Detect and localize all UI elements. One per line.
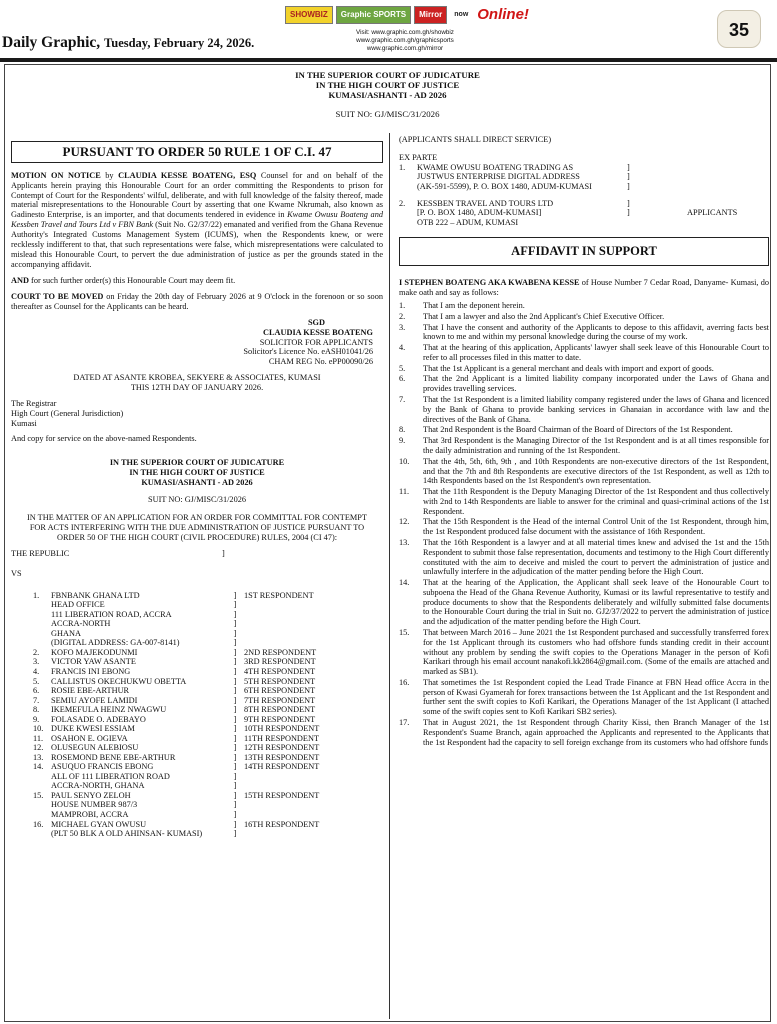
right-column xyxy=(399,135,769,1019)
dated-line-2: THIS 12TH DAY OF JANUARY 2026. xyxy=(130,382,264,392)
applicant-1: 1. KWAME OWUSU BOATENG TRADING AS ] JUSTWUS ENTERPRISE DIGITAL ADDRESS ] (AK-591-5599), P. O. BOX 1480, ADUM-KUMASI ] xyxy=(399,162,630,191)
affidavit-item: 9. That 3rd Respondent is the Managing Director of the 1st Respondent and is at all times responsible for the daily administration and running of the 1st Respondent. xyxy=(399,436,769,455)
respondent-row: 111 LIBERATION ROAD, ACCRA ] xyxy=(51,609,237,619)
respondent-row: 2. KOFO MAJEKODUNMI ] 2ND RESPONDENT xyxy=(33,647,317,657)
respondent-row: MAMPROBI, ACCRA ] xyxy=(51,809,237,819)
affidavit-item: 4. That at the hearing of this application, Applicants' lawyer shall seek leave of this Honourable Court to refer to all processes filed in this matter to date. xyxy=(399,343,769,362)
url-showbiz: Visit: www.graphic.com.gh/showbiz xyxy=(356,29,454,36)
affidavit-item: 1. That I am the deponent herein. xyxy=(399,301,525,310)
affidavit-item: 14. That at the hearing of the Application, the Applicant shall seek leave of the Honourable Court to subpoena the Head of the Ghana Revenue Authority, Kumasi or its lawful representative to testify and produce documents to show that the Respondents deliberately and wilfully submitted false documents to the Honourable Court during the trial in Suit no. GJ2/37/2022 to pervert the administration of justice and the adjudication of the matter pending before the High Court. xyxy=(399,578,769,627)
respondent-row: GHANA ] xyxy=(51,628,237,638)
affidavit-title: AFFIDAVIT IN SUPPORT xyxy=(399,237,769,266)
masthead xyxy=(0,0,777,58)
vs-label: VS xyxy=(11,568,22,578)
respondent-row: 13. ROSEMOND BENE EBE-ARTHUR ] 13TH RESPONDENT xyxy=(33,752,320,762)
court-heading-2: IN THE SUPERIOR COURT OF JUDICATURE IN THE HIGH COURT OF JUSTICE KUMASI/ASHANTI - AD 2026 xyxy=(109,457,285,487)
court-line-1: IN THE SUPERIOR COURT OF JUDICATURE xyxy=(295,70,480,80)
court-line-2: IN THE HIGH COURT OF JUSTICE xyxy=(315,80,460,91)
matter-heading: IN THE MATTER OF AN APPLICATION FOR AN ORDER FOR COMMITTAL FOR CONTEMPT FOR ACTS INTERFERING WITH THE DUE ADMINISTRATION OF JUSTICE PURSUANT TO ORDER 50 OF THE HIGH COURT (CIVIL PROCEDURE) RULES, 2004 (CI 47): xyxy=(26,513,367,543)
motion-paragraph: MOTION ON NOTICE by CLAUDIA KESSE BOATENG, ESQ Counsel for and on behalf of the Applicants herein praying this Honourable Court for an order committing the Respondents to prison for Contempt of Court for the Respondents' wilful, deliberate, and with full knowledge of the falsity thereof, made material misrepresentations to the Honourable Court by asserting that one Kwame Nkrumah, also known as Gadinesto Enterprise, is an importer, and that documents tendered in evidence in Kwame Owusu Boateng and Kessben Travel and Tours Ltd v FBN Bank (Suit No. G2/37/22) emanated and verified from the Ghana Revenue Authority's Integrated Customs Management System (ICUMS), when the Respondents knew, or were recklessly indifferent to that, that such representations were false, which misrepresentations were calculated to mislead this Honourable Court, to pervert the due administration of justice as per the grounds stated in the accompanying affidavit. xyxy=(11,170,383,270)
respondent-row: HEAD OFFICE ] xyxy=(51,600,237,610)
header-rule xyxy=(0,58,777,62)
court-line-3: KUMASI/ASHANTI - AD 2026 xyxy=(328,90,447,101)
url-mirror: www.graphic.com.gh/mirror xyxy=(366,44,444,52)
court-heading xyxy=(5,65,770,127)
republic-line: THE REPUBLIC ] xyxy=(11,549,225,559)
affidavit-item: 3. That I have the consent and authority of the Applicants to depose to this affidavit, averring facts best known to me and within my personal knowledge during the course of my work. xyxy=(399,322,769,342)
suit-number-2: SUIT NO: GJ/MISC/31/2026 xyxy=(147,495,247,505)
graphic-sports-logo: Graphic SPORTS xyxy=(336,6,411,24)
url-sports: www.graphic.com.gh/graphicsports xyxy=(356,36,454,44)
affidavit-item: 17. That in August 2021, the 1st Respondent through Charity Kissi, then Branch Manager of the 1st Respondent's Suame Branch, again approached the Applicants and represented to the Applicants that the 1st Respondent had the capacity to sell foreign exchange from its customers who had offshore funds xyxy=(399,718,769,747)
applicant-2: 2. KESSBEN TRAVEL AND TOURS LTD ] [P. O. BOX 1480, ADUM-KUMASI] ] APPLICANTS OTB 222 – ADUM, KUMASI xyxy=(399,198,738,227)
respondent-row: 4. FRANCIS INI EBONG ] 4TH RESPONDENT xyxy=(33,667,316,677)
respondent-row: 6. ROSIE EBE-ARTHUR ] 6TH RESPONDENT xyxy=(33,686,316,696)
respondent-row: HOUSE NUMBER 987/3 ] xyxy=(51,800,237,810)
respondent-row: ALL OF 111 LIBERATION ROAD ] xyxy=(51,771,237,781)
signature-block: SGD CLAUDIA KESSE BOATENG SOLICITOR FOR APPLICANTS Solicitor's Licence No. eASH01041/26 CHAM REG No. ePP00090/26 xyxy=(243,317,373,367)
online-label: Online! xyxy=(477,6,529,23)
dated-line-1: DATED AT ASANTE KROBEA, SEKYERE & ASSOCIATES, KUMASI xyxy=(73,372,321,382)
respondent-row: (PLT 50 BLK A OLD AHINSAN- KUMASI) ] xyxy=(51,829,237,839)
respondents-list xyxy=(11,591,383,839)
service-direction: (APPLICANTS SHALL DIRECT SERVICE) xyxy=(399,135,552,144)
promo-banner[interactable] xyxy=(285,4,561,26)
affidavit-item: 10. That the 4th, 5th, 6th, 9th , and 10th Respondents are non-executive directors of the 1st Respondent, and that the 7th and 8th Respondents are executive directors of the 1st Respondent, as well as 12th to 14th Respondents based on the 1st Respondent's own representation. xyxy=(399,456,769,486)
applicants-label: APPLICANTS xyxy=(687,208,738,218)
ex-parte: EX PARTE xyxy=(399,152,438,162)
affidavit-item: 5. That the 1st Applicant is a general merchant and deals with import and export of goods. xyxy=(399,363,714,373)
order-title: PURSUANT TO ORDER 50 RULE 1 OF C.I. 47 xyxy=(11,141,383,163)
respondent-row: 1. FBNBANK GHANA LTD ] 1ST RESPONDENT xyxy=(33,590,314,600)
mirror-logo: Mirror xyxy=(414,6,447,24)
column-divider xyxy=(389,133,390,1019)
affidavit-item: 11. That the 11th Respondent is the Deputy Managing Director of the 1st Respondent and thus collectively with 2nd to 14th Respondents are liable to answer for the criminal and quasi-criminal actions of the 1st Respondent. xyxy=(399,487,769,516)
respondent-row: 12. OLUSEGUN ALEBIOSU ] 12TH RESPONDENT xyxy=(33,743,320,753)
page-number: 35 xyxy=(717,10,761,48)
respondent-row: (DIGITAL ADDRESS: GA-007-8141) ] xyxy=(51,638,237,648)
copy-service: And copy for service on the above-named Respondents. xyxy=(11,433,197,443)
affidavit-item: 16. That sometimes the 1st Respondent copied the Lead Trade Finance at FBN Head office Accra in the person of Kwasi Gyamerah for forex transactions between the 1st Applicant and the 1st Respondent and further sent the swift copies to Kofi Karikari, the Operations Manager of the 1st Applicant (I attached some of the swift copies sent to Kofi Karikari SB2 series). xyxy=(399,677,769,717)
respondent-row: 11. OSAHON E. OGIEVA ] 11TH RESPONDENT xyxy=(33,733,320,743)
respondent-row: 9. FOLASADE O. ADEBAYO ] 9TH RESPONDENT xyxy=(33,714,316,724)
affidavit-item: 13. That the 16th Respondent is a lawyer and at all material times knew and advised the 1st and the 15th Respondent to submit those false representation, documents and testimony to the High Court differently constituted with the aim to deceive and misled the court to pervert the administration of justice and unlawfully interfere in the adjudication of the matter pending before the High Court. xyxy=(399,537,769,577)
respondent-row: 8. IKEMEFULA HEINZ NWAGWU ] 8TH RESPONDENT xyxy=(33,705,316,715)
respondent-row: ACCRA-NORTH ] xyxy=(51,619,237,629)
respondent-row: 16. MICHAEL GYAN OWUSU ] 16TH RESPONDENT xyxy=(33,819,320,829)
affidavit-item: 6. That the 2nd Applicant is a limited liability company incorporated under the Laws of Ghana and provides travelling services. xyxy=(399,374,769,394)
deponent-intro: I STEPHEN BOATENG AKA KWABENA KESSE of House Number 7 Cedar Road, Danyame- Kumasi, do make oath and say as follows: xyxy=(399,278,769,298)
affidavit-item: 2. That I am a lawyer and also the 2nd Applicant's Chief Executive Officer. xyxy=(399,311,665,321)
respondent-row: ACCRA-NORTH, GHANA ] xyxy=(51,781,237,791)
respondent-row: 10. DUKE KWESI ESSIAM ] 10TH RESPONDENT xyxy=(33,724,320,734)
respondent-row: 3. VICTOR YAW ASANTE ] 3RD RESPONDENT xyxy=(33,657,316,667)
respondent-row: 5. CALLISTUS OKECHUKWU OBETTA ] 5TH RESPONDENT xyxy=(33,676,316,686)
affidavit-item: 15. That between March 2016 – June 2021 the 1st Respondent purchased and successfully transferred forex for the 1st Applicant through its customers who had offshore funds standing credit in their account without any problem by sending the swift copies to the Operations Manager in the person of Kofi Karikari through his email account nanakofi.kk2864@gmail.com. (Some of the emails are attached and marked as SB1). xyxy=(399,628,769,677)
court-moved: COURT TO BE MOVED on Friday the 20th day of February 2026 at 9 O'clock in the forenoon or so soon thereafter as Counsel for the Applicants can be heard. xyxy=(11,292,383,312)
paper-date: Tuesday, February 24, 2026. xyxy=(104,36,255,50)
affidavit-items xyxy=(399,301,769,747)
suit-number: SUIT NO: GJ/MISC/31/2026 xyxy=(335,109,440,120)
paper-title xyxy=(2,34,254,53)
affidavit-item: 8. That 2nd Respondent is the Board Chairman of the Board of Directors of the 1st Respondent. xyxy=(399,425,733,435)
respondent-row: 7. SEMIU AYOFE LAMIDI ] 7TH RESPONDENT xyxy=(33,695,316,705)
promo-urls xyxy=(325,29,485,53)
paper-name: Daily Graphic, xyxy=(2,34,101,51)
showbiz-logo: SHOWBIZ xyxy=(285,6,333,24)
now-label: now xyxy=(454,10,469,18)
registrar: The Registrar High Court (General Jurisdiction) Kumasi xyxy=(11,398,124,428)
left-column xyxy=(11,135,383,1019)
affidavit-item: 12. That the 15th Respondent is the Head of the internal Control Unit of the 1st Respondent, through him, the 1st Respondent produced false document with the assistance of 16th Respondent. xyxy=(399,517,769,537)
legal-notice xyxy=(4,64,771,1022)
respondent-row: 14. ASUQUO FRANCIS EBONG ] 14TH RESPONDENT xyxy=(33,762,320,772)
respondent-row: 15. PAUL SENYO ZELOH ] 15TH RESPONDENT xyxy=(33,790,320,800)
affidavit-item: 7. That the 1st Respondent is a limited liability company registered under the laws of Ghana and licenced by the Bank of Ghana to provide banking services in Ghanaian in accordance with law and the directives of the Bank of Ghana. xyxy=(399,395,769,424)
further-orders: AND for such further order(s) this Honourable Court may deem fit. xyxy=(11,276,236,286)
